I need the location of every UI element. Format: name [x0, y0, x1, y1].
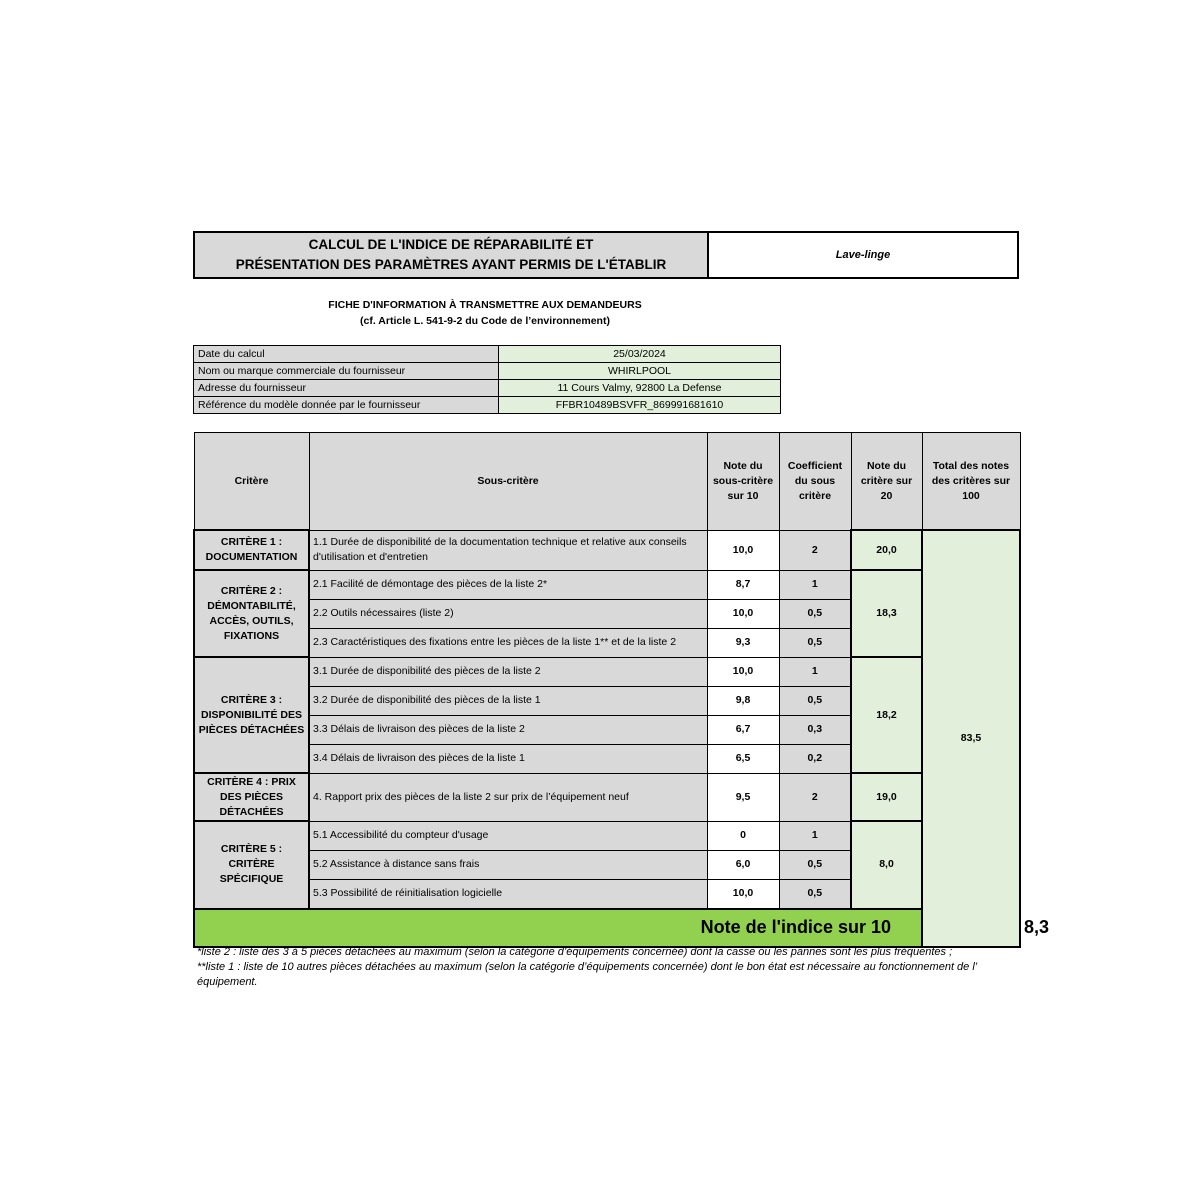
- fiche-line2: (cf. Article L. 541-9-2 du Code de l’environnement): [360, 315, 610, 327]
- sub-note: 9,5: [707, 773, 779, 821]
- sub-coef: 0,5: [779, 599, 851, 628]
- col-sous-critere: Sous-critère: [309, 433, 707, 531]
- footnote-liste-2: *liste 2 : liste des 3 à 5 pièces détachées au maximum (selon la catégorie d’équipements concernée) dont la casse ou les pannes sont les plus fréquentes ;: [197, 946, 953, 958]
- sub-note: 6,0: [707, 850, 779, 879]
- fiche-subtitle: [193, 297, 777, 329]
- sub-coef: 2: [779, 773, 851, 821]
- sub-criterion: 5.1 Accessibilité du compteur d'usage: [309, 821, 707, 850]
- sub-coef: 0,5: [779, 850, 851, 879]
- table-row: [194, 530, 1020, 570]
- sub-note: 8,7: [707, 570, 779, 599]
- criterion-2-score: 18,3: [851, 570, 922, 657]
- sub-coef: 2: [779, 530, 851, 570]
- sub-criterion: 5.2 Assistance à distance sans frais: [309, 850, 707, 879]
- repairability-table: [193, 432, 1050, 948]
- final-score-row: Note de l'indice sur 10 8,3: [194, 909, 1020, 947]
- criterion-1-score: 20,0: [851, 530, 922, 570]
- info-row: [194, 380, 781, 397]
- col-total: Total des notes des critères sur 100: [922, 433, 1020, 531]
- sub-note: 0: [707, 821, 779, 850]
- sub-coef: 0,3: [779, 715, 851, 744]
- sub-note: 10,0: [707, 599, 779, 628]
- sub-criterion: 3.4 Délais de livraison des pièces de la liste 1: [309, 744, 707, 773]
- sub-coef: 1: [779, 657, 851, 686]
- report-title-line2: PRÉSENTATION DES PARAMÈTRES AYANT PERMIS DE L'ÉTABLIR: [235, 257, 667, 272]
- sub-criterion: 2.2 Outils nécessaires (liste 2): [309, 599, 707, 628]
- info-label: Référence du modèle donnée par le fournisseur: [194, 397, 499, 414]
- sub-note: 6,7: [707, 715, 779, 744]
- info-label: Nom ou marque commerciale du fournisseur: [194, 363, 499, 380]
- sub-coef: 1: [779, 570, 851, 599]
- fiche-line1: FICHE D'INFORMATION À TRANSMETTRE AUX DEMANDEURS: [328, 299, 642, 311]
- table-row: [194, 570, 1020, 599]
- sub-note: 10,0: [707, 530, 779, 570]
- info-row: [194, 363, 781, 380]
- table-row: [194, 773, 1020, 821]
- footnotes: [197, 945, 1027, 990]
- sub-criterion: 2.1 Facilité de démontage des pièces de la liste 2*: [309, 570, 707, 599]
- table-row: [194, 821, 1020, 850]
- table-header-row: [194, 433, 1020, 531]
- info-row: [194, 397, 781, 414]
- sub-criterion: 4. Rapport prix des pièces de la liste 2 sur prix de l’équipement neuf: [309, 773, 707, 821]
- report-title-line1: CALCUL DE L'INDICE DE RÉPARABILITÉ ET: [308, 237, 594, 252]
- sub-criterion: 5.3 Possibilité de réinitialisation logicielle: [309, 879, 707, 909]
- info-label: Date du calcul: [194, 346, 499, 363]
- col-note-critere: Note du critère sur 20: [851, 433, 922, 531]
- report-header: [193, 231, 1019, 279]
- product-category: Lave-linge: [835, 249, 891, 261]
- criterion-4-score: 19,0: [851, 773, 922, 821]
- criterion-5-score: 8,0: [851, 821, 922, 909]
- info-row: [194, 346, 781, 363]
- final-score-label: Note de l'indice sur 10: [194, 909, 922, 947]
- criterion-4: CRITÈRE 4 : PRIX DES PIÈCES DÉTACHÉES: [194, 773, 309, 821]
- criterion-1: CRITÈRE 1 : DOCUMENTATION: [194, 530, 309, 570]
- info-value: 25/03/2024: [499, 346, 781, 363]
- sub-criterion: 2.3 Caractéristiques des fixations entre les pièces de la liste 1** et de la liste 2: [309, 628, 707, 657]
- criterion-2: CRITÈRE 2 : DÉMONTABILITÉ, ACCÈS, OUTILS, FIXATIONS: [194, 570, 309, 657]
- sub-criterion: 3.3 Délais de livraison des pièces de la liste 2: [309, 715, 707, 744]
- sub-coef: 0,5: [779, 879, 851, 909]
- info-value: WHIRLPOOL: [499, 363, 781, 380]
- criterion-3: CRITÈRE 3 : DISPONIBILITÉ DES PIÈCES DÉTACHÉES: [194, 657, 309, 773]
- footnote-liste-1: **liste 1 : liste de 10 autres pièces détachées au maximum (selon la catégorie d’équipements concernée) dont le bon état est nécessaire au fonctionnement de l’ équipement.: [197, 961, 977, 988]
- total-score: 83,5: [922, 530, 1020, 947]
- sub-coef: 0,5: [779, 686, 851, 715]
- col-coefficient: Coefficient du sous critère: [779, 433, 851, 531]
- sub-coef: 0,5: [779, 628, 851, 657]
- info-label: Adresse du fournisseur: [194, 380, 499, 397]
- col-critere: Critère: [194, 433, 309, 531]
- sub-note: 10,0: [707, 879, 779, 909]
- col-note-sous-critere: Note du sous-critère sur 10: [707, 433, 779, 531]
- sub-coef: 0,2: [779, 744, 851, 773]
- criterion-3-score: 18,2: [851, 657, 922, 773]
- info-value: FFBR10489BSVFR_869991681610: [499, 397, 781, 414]
- sub-note: 6,5: [707, 744, 779, 773]
- sub-criterion: 1.1 Durée de disponibilité de la documentation technique et relative aux conseils d'utilisation et d'entretien: [309, 530, 707, 570]
- sub-note: 9,8: [707, 686, 779, 715]
- table-row: [194, 657, 1020, 686]
- sub-criterion: 3.2 Durée de disponibilité des pièces de la liste 1: [309, 686, 707, 715]
- criterion-5: CRITÈRE 5 : CRITÈRE SPÉCIFIQUE: [194, 821, 309, 909]
- supplier-info-table: [193, 345, 781, 414]
- sub-criterion: 3.1 Durée de disponibilité des pièces de la liste 2: [309, 657, 707, 686]
- sub-note: 9,3: [707, 628, 779, 657]
- info-value: 11 Cours Valmy, 92800 La Defense: [499, 380, 781, 397]
- sub-note: 10,0: [707, 657, 779, 686]
- sub-coef: 1: [779, 821, 851, 850]
- report-title: [195, 233, 709, 277]
